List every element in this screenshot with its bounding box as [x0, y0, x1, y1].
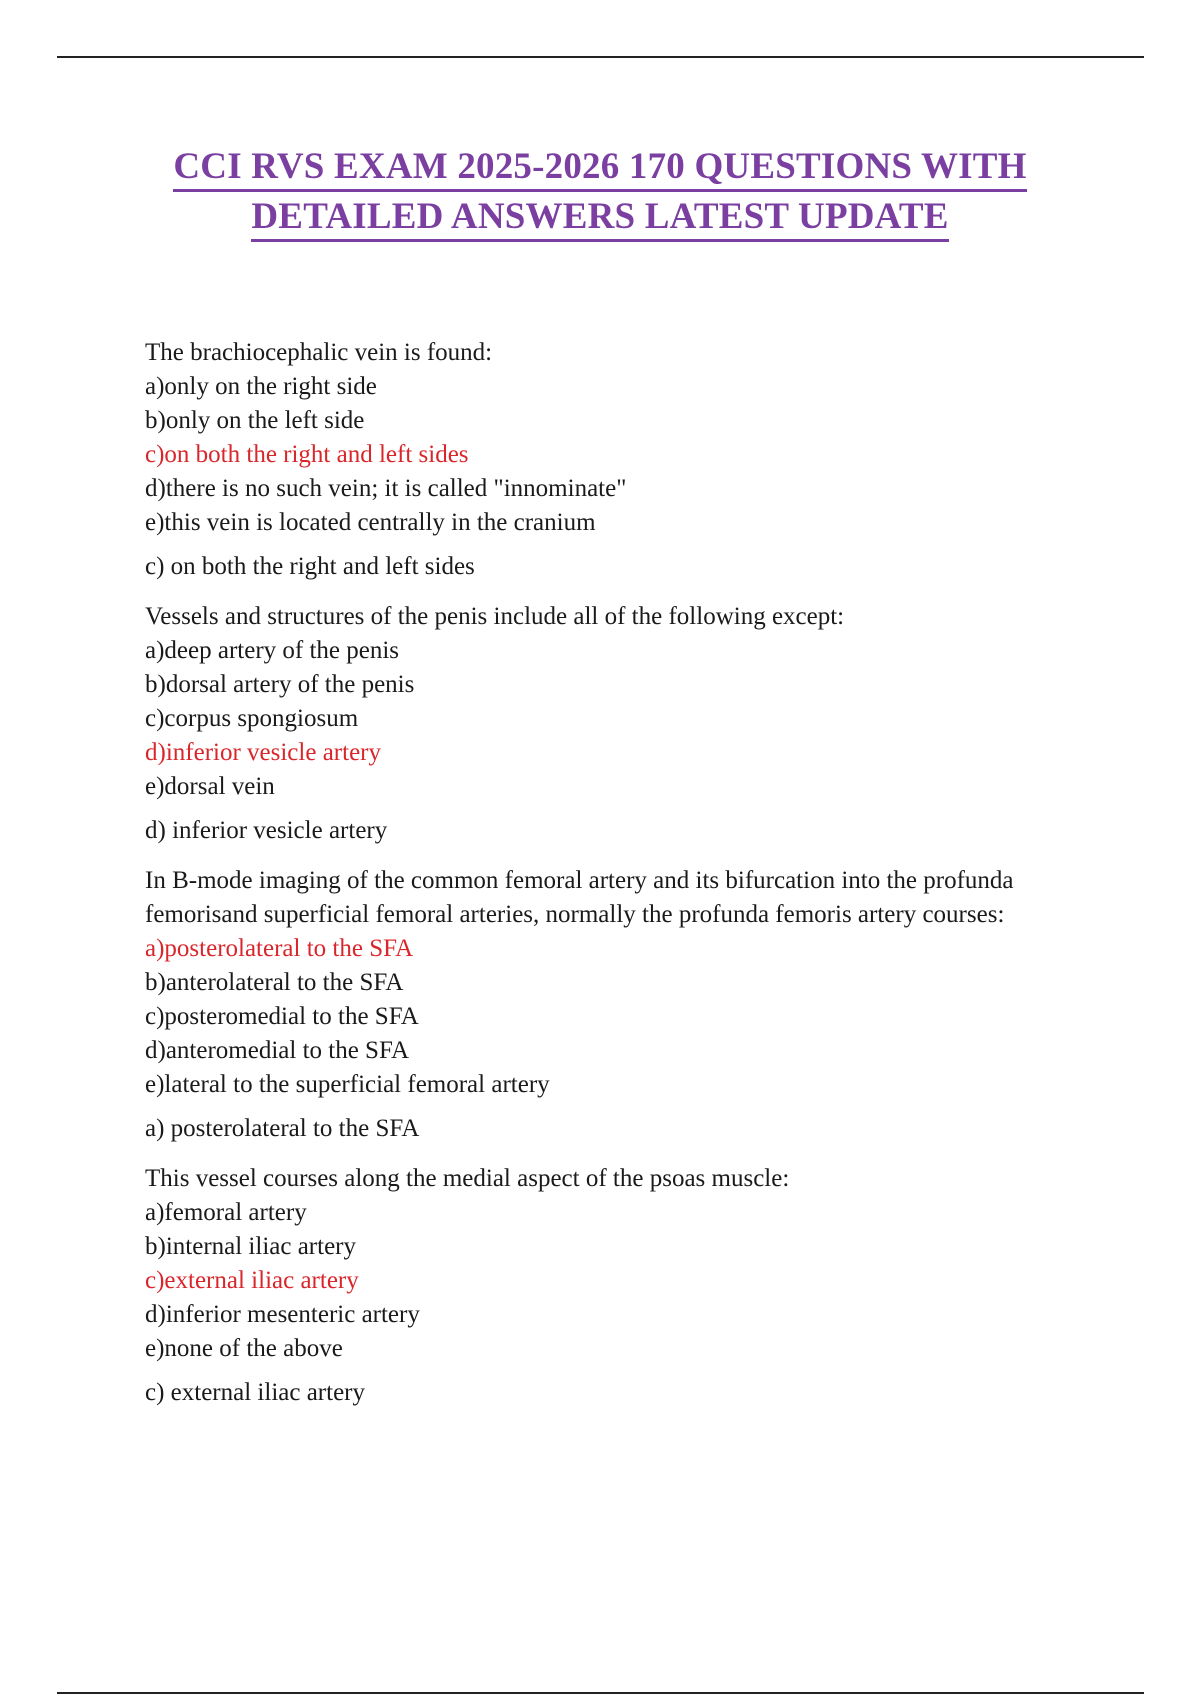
option-item: a)deep artery of the penis	[145, 637, 400, 664]
option-item: a)femoral artery	[145, 1199, 307, 1226]
bottom-rule	[57, 1692, 1144, 1694]
title-line-1: CCI RVS EXAM 2025-2026 170 QUESTIONS WITH	[173, 145, 1026, 192]
correct-option-item: c)on both the right and left sides	[145, 441, 469, 468]
option-item: a)only on the right side	[145, 373, 377, 400]
question-text: The brachiocephalic vein is found:	[145, 339, 493, 366]
answer-text: d) inferior vesicle artery	[145, 817, 388, 844]
option-item: d)anteromedial to the SFA	[145, 1037, 410, 1064]
question-list	[145, 336, 1065, 1426]
option-item: d)there is no such vein; it is called "innominate"	[145, 475, 627, 502]
question-text: This vessel courses along the medial aspect of the psoas muscle:	[145, 1165, 790, 1192]
correct-option-item: d)inferior vesicle artery	[145, 739, 381, 766]
answer-text: c) on both the right and left sides	[145, 553, 475, 580]
question-block	[145, 864, 1065, 1146]
option-item: e)this vein is located centrally in the cranium	[145, 509, 596, 536]
question-block	[145, 600, 1065, 848]
correct-option-item: a)posterolateral to the SFA	[145, 935, 414, 962]
option-item: d)inferior mesenteric artery	[145, 1301, 420, 1328]
option-item: e)none of the above	[145, 1335, 343, 1362]
option-item: b)only on the left side	[145, 407, 365, 434]
option-item: e)lateral to the superficial femoral artery	[145, 1071, 550, 1098]
option-item: c)corpus spongiosum	[145, 705, 359, 732]
answer-text: a) posterolateral to the SFA	[145, 1115, 420, 1142]
question-text: In B-mode imaging of the common femoral artery and its bifurcation into the profunda femorisand superficial femoral arteries, normally the profunda femoris artery courses:	[145, 867, 1014, 928]
answer-text: c) external iliac artery	[145, 1379, 365, 1406]
option-item: b)anterolateral to the SFA	[145, 969, 404, 996]
top-rule	[57, 56, 1144, 58]
question-text: Vessels and structures of the penis include all of the following except:	[145, 603, 845, 630]
option-item: b)internal iliac artery	[145, 1233, 356, 1260]
option-item: e)dorsal vein	[145, 773, 275, 800]
page-title	[0, 142, 1200, 242]
option-item: b)dorsal artery of the penis	[145, 671, 415, 698]
correct-option-item: c)external iliac artery	[145, 1267, 359, 1294]
title-line-2: DETAILED ANSWERS LATEST UPDATE	[251, 195, 948, 242]
question-block	[145, 336, 1065, 584]
option-item: c)posteromedial to the SFA	[145, 1003, 419, 1030]
question-block	[145, 1162, 1065, 1410]
